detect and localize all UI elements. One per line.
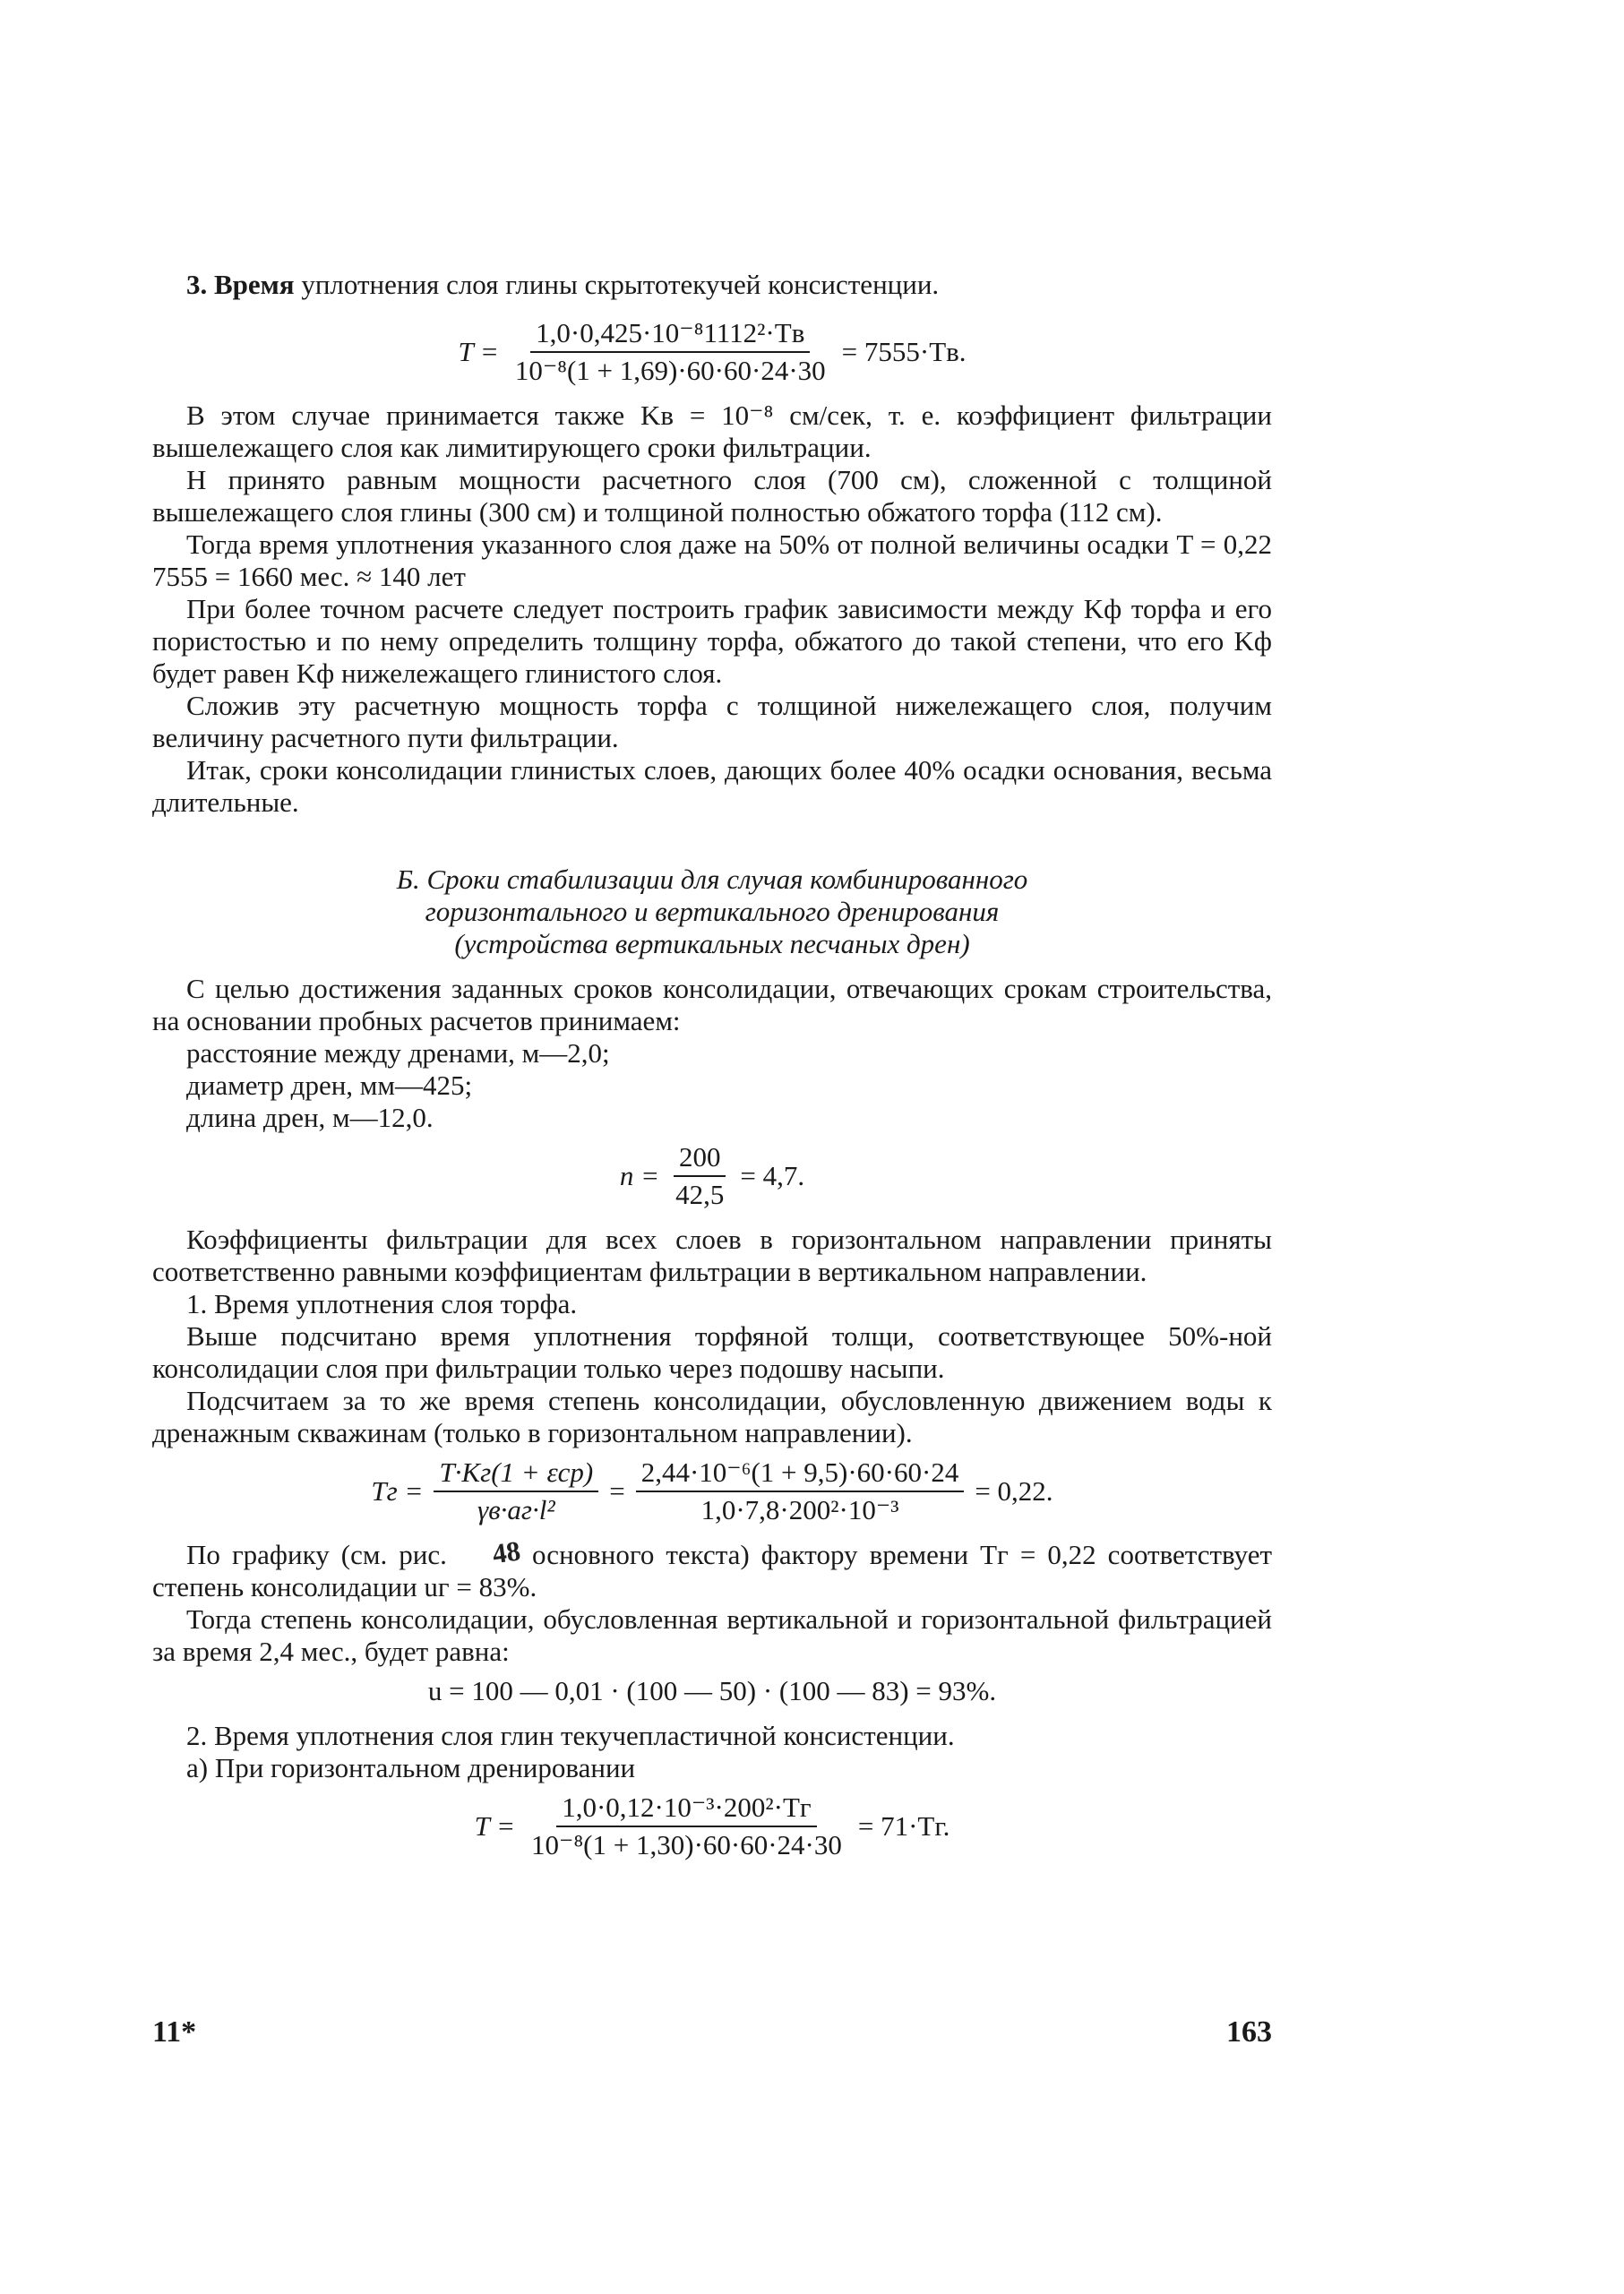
heading-number: 3. bbox=[186, 269, 208, 300]
paragraph-2: H принято равным мощности расчетного слоя (700 см), сложенной с толщиной вышележащего слоя глины (300 см) и толщиной полностью обжатого торфа (112 см). bbox=[152, 464, 1272, 528]
equation-4 bbox=[152, 1675, 1272, 1707]
paragraph-5: Сложив эту расчетную мощность торфа с толщиной нижележащего слоя, получим величину расчетного пути фильтрации. bbox=[152, 690, 1272, 753]
page-body bbox=[152, 269, 1272, 1874]
eq1-numerator: 1,0·0,425·10⁻⁸1112²·Tв bbox=[530, 317, 810, 353]
heading-text: уплотнения слоя глины скрытотекучей консистенции. bbox=[301, 269, 940, 300]
equation-2 bbox=[152, 1141, 1272, 1211]
eq2-rhs: = 4,7. bbox=[740, 1160, 805, 1191]
signature-mark: 11* bbox=[152, 2015, 197, 2049]
paragraph-12-start: По графику (см. рис. bbox=[186, 1539, 447, 1570]
eq5-denominator: 10⁻⁸(1 + 1,30)·60·60·24·30 bbox=[531, 1829, 842, 1860]
eq3-rhs: = 0,22. bbox=[975, 1475, 1053, 1507]
eq3-fraction-2 bbox=[636, 1456, 965, 1526]
subsection-title-line-2: горизонтального и вертикального дренирования bbox=[425, 896, 1000, 927]
subsection-title-line-1: Б. Сроки стабилизации для случая комбинированного bbox=[396, 863, 1028, 895]
eq1-rhs: = 7555·Tв. bbox=[841, 336, 967, 367]
eq5-rhs: = 71·Tг. bbox=[857, 1810, 950, 1842]
paragraph-9: 1. Время уплотнения слоя торфа. bbox=[186, 1288, 578, 1319]
paragraph-1: В этом случае принимается также Kв = 10⁻⁸ см/сек, т. е. коэффициент фильтрации вышележащего слоя как лимитирующего сроки фильтрации. bbox=[152, 400, 1272, 463]
equation-3 bbox=[152, 1456, 1272, 1526]
eq2-denominator: 42,5 bbox=[675, 1179, 725, 1210]
equation-5 bbox=[152, 1791, 1272, 1861]
eq2-numerator: 200 bbox=[674, 1141, 726, 1177]
eq3-denominator-2: 1,0·7,8·200²·10⁻³ bbox=[700, 1494, 899, 1525]
page-number: 163 bbox=[1226, 2015, 1272, 2049]
page-footer bbox=[63, 2015, 1272, 2051]
eq2-lhs: n = bbox=[619, 1160, 660, 1191]
eq1-fraction bbox=[510, 317, 831, 387]
eq3-numerator-1: T·Kг(1 + εср) bbox=[434, 1456, 598, 1492]
section-heading bbox=[152, 269, 1272, 301]
eq3-lhs: Tг = bbox=[371, 1475, 424, 1507]
paragraph-8: Коэффициенты фильтрации для всех слоев в горизонтальном направлении приняты соответственно равными коэффициентам фильтрации в вертикальном направлении. bbox=[152, 1224, 1272, 1287]
eq3-numerator-2: 2,44·10⁻⁶(1 + 9,5)·60·60·24 bbox=[636, 1456, 965, 1492]
paragraph-11: Подсчитаем за то же время степень консолидации, обусловленную движением воды к дренажным скважинам (только в горизонтальном направлении). bbox=[152, 1385, 1272, 1448]
eq5-lhs: T = bbox=[474, 1810, 516, 1842]
eq2-fraction bbox=[670, 1141, 729, 1211]
handwritten-figure-number: 48 bbox=[490, 1534, 522, 1570]
list-item: расстояние между дренами, м—2,0; bbox=[186, 1037, 610, 1069]
paragraph-10: Выше подсчитано время уплотнения торфяной толщи, соответствующее 50%-ной консолидации слоя при фильтрации только через подошву насыпи. bbox=[152, 1320, 1272, 1384]
paragraph-12 bbox=[152, 1534, 1272, 1603]
list-item: длина дрен, м—12,0. bbox=[186, 1102, 434, 1133]
paragraph-4: При более точном расчете следует построить график зависимости между Kф торфа и его пористостью и по нему определить толщину торфа, обжатого до такой степени, что его Kф будет равен Kф нижележащего глинистого слоя. bbox=[152, 593, 1272, 689]
paragraph-3: Тогда время уплотнения указанного слоя даже на 50% от полной величины осадки T = 0,22 7555 = 1660 мес. ≈ 140 лет bbox=[152, 528, 1272, 592]
eq5-numerator: 1,0·0,12·10⁻³·200²·Tг bbox=[556, 1791, 816, 1827]
paragraph-12-end: основного текста) фактору времени Tг = 0,22 соответствует степень консолидации uг = 83%. bbox=[152, 1539, 1272, 1602]
subsection-title bbox=[152, 863, 1272, 960]
eq4-expression: u = 100 — 0,01 · (100 — 50) · (100 — 83) = 93%. bbox=[427, 1675, 997, 1706]
list-item: диаметр дрен, мм—425; bbox=[186, 1070, 473, 1101]
eq5-fraction bbox=[526, 1791, 847, 1861]
equation-1 bbox=[152, 317, 1272, 387]
eq3-equals: = bbox=[609, 1475, 625, 1507]
paragraph-6: Итак, сроки консолидации глинистых слоев, дающих более 40% осадки основания, весьма длительные. bbox=[152, 754, 1272, 818]
eq1-denominator: 10⁻⁸(1 + 1,69)·60·60·24·30 bbox=[514, 355, 826, 386]
paragraph-15: а) При горизонтальном дренировании bbox=[186, 1752, 636, 1783]
subsection-title-line-3: (устройства вертикальных песчаных дрен) bbox=[454, 928, 970, 959]
eq3-fraction-1 bbox=[434, 1456, 598, 1526]
eq1-lhs: T = bbox=[458, 336, 499, 367]
paragraph-14: 2. Время уплотнения слоя глин текучепластичной консистенции. bbox=[186, 1720, 955, 1751]
paragraph-13: Тогда степень консолидации, обусловленная вертикальной и горизонтальной фильтрацией за время 2,4 мес., будет равна: bbox=[152, 1603, 1272, 1667]
paragraph-7: С целью достижения заданных сроков консолидации, отвечающих срокам строительства, на основании пробных расчетов принимаем: bbox=[152, 973, 1272, 1036]
heading-bold-word: Время bbox=[214, 269, 295, 300]
eq3-denominator-1: γв·aг·l² bbox=[477, 1494, 555, 1525]
